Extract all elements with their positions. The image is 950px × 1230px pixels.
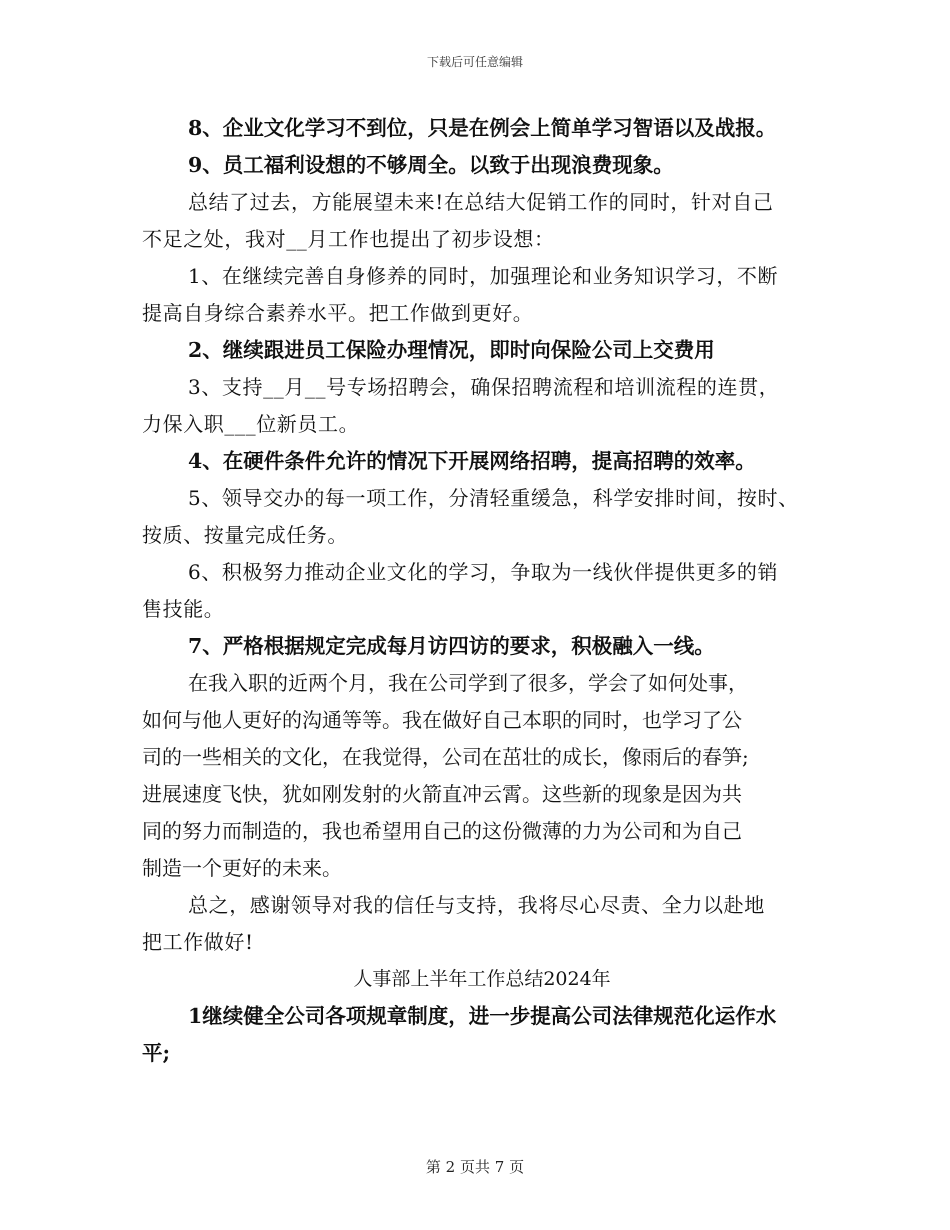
paragraph-line: 如何与他人更好的沟通等等。我在做好自己本职的同时，也学习了公 xyxy=(142,708,742,732)
paragraph-line: 在我入职的近两个月，我在公司学到了很多，学会了如何处事， xyxy=(188,671,748,695)
paragraph-line: 4、在硬件条件允许的情况下开展网络招聘，提高招聘的效率。 xyxy=(188,449,756,473)
paragraph-line: 司的一些相关的文化，在我觉得，公司在茁壮的成长，像雨后的春笋; xyxy=(142,745,749,769)
paragraph-line: 总结了过去，方能展望未来!在总结大促销工作的同时，针对自己 xyxy=(188,190,774,214)
page-header: 下载后可任意编辑 xyxy=(426,55,523,69)
paragraph-line: 力保入职___位新员工。 xyxy=(142,412,360,436)
paragraph-line: 2、继续跟进员工保险办理情况，即时向保险公司上交费用 xyxy=(188,338,715,362)
paragraph-line: 提高自身综合素养水平。把工作做到更好。 xyxy=(142,301,534,325)
section-heading: 人事部上半年工作总结2024年 xyxy=(353,968,611,990)
paragraph-line: 7、严格根据规定完成每月访四访的要求，积极融入一线。 xyxy=(188,634,715,658)
page-footer: 第 2 页共 7 页 xyxy=(425,1158,525,1176)
paragraph-line: 8、企业文化学习不到位，只是在例会上简单学习智语以及战报。 xyxy=(188,116,777,140)
paragraph-line: 制造一个更好的未来。 xyxy=(142,856,342,880)
document-body xyxy=(142,110,822,1072)
paragraph-line: 售技能。 xyxy=(142,597,225,621)
paragraph-line: 进展速度飞快，犹如刚发射的火箭直冲云霄。这些新的现象是因为共 xyxy=(142,782,742,806)
paragraph-line: 同的努力而制造的，我也希望用自己的这份微薄的力为公司和为自己 xyxy=(142,819,742,843)
paragraph-line: 平; xyxy=(142,1041,171,1065)
paragraph-line: 按质、按量完成任务。 xyxy=(142,523,348,547)
paragraph-line: 1、在继续完善自身修养的同时，加强理论和业务知识学习，不断 xyxy=(188,264,779,288)
paragraph-line: 3、支持__月__号专场招聘会，确保招聘流程和培训流程的连贯， xyxy=(188,375,780,399)
paragraph-line: 9、员工福利设想的不够周全。以致于出现浪费现象。 xyxy=(188,153,674,177)
paragraph-line: 总之，感谢领导对我的信任与支持，我将尽心尽责、全力以赴地 xyxy=(188,893,765,917)
paragraph-line: 5、领导交办的每一项工作，分清轻重缓急，科学安排时间，按时、 xyxy=(188,486,799,510)
paragraph-line: 把工作做好! xyxy=(142,930,254,954)
paragraph-line: 1继续健全公司各项规章制度，进一步提高公司法律规范化运作水 xyxy=(188,1004,777,1028)
paragraph-line: 不足之处，我对__月工作也提出了初步设想： xyxy=(142,227,555,251)
paragraph-line: 6、积极努力推动企业文化的学习，争取为一线伙伴提供更多的销 xyxy=(188,560,779,584)
